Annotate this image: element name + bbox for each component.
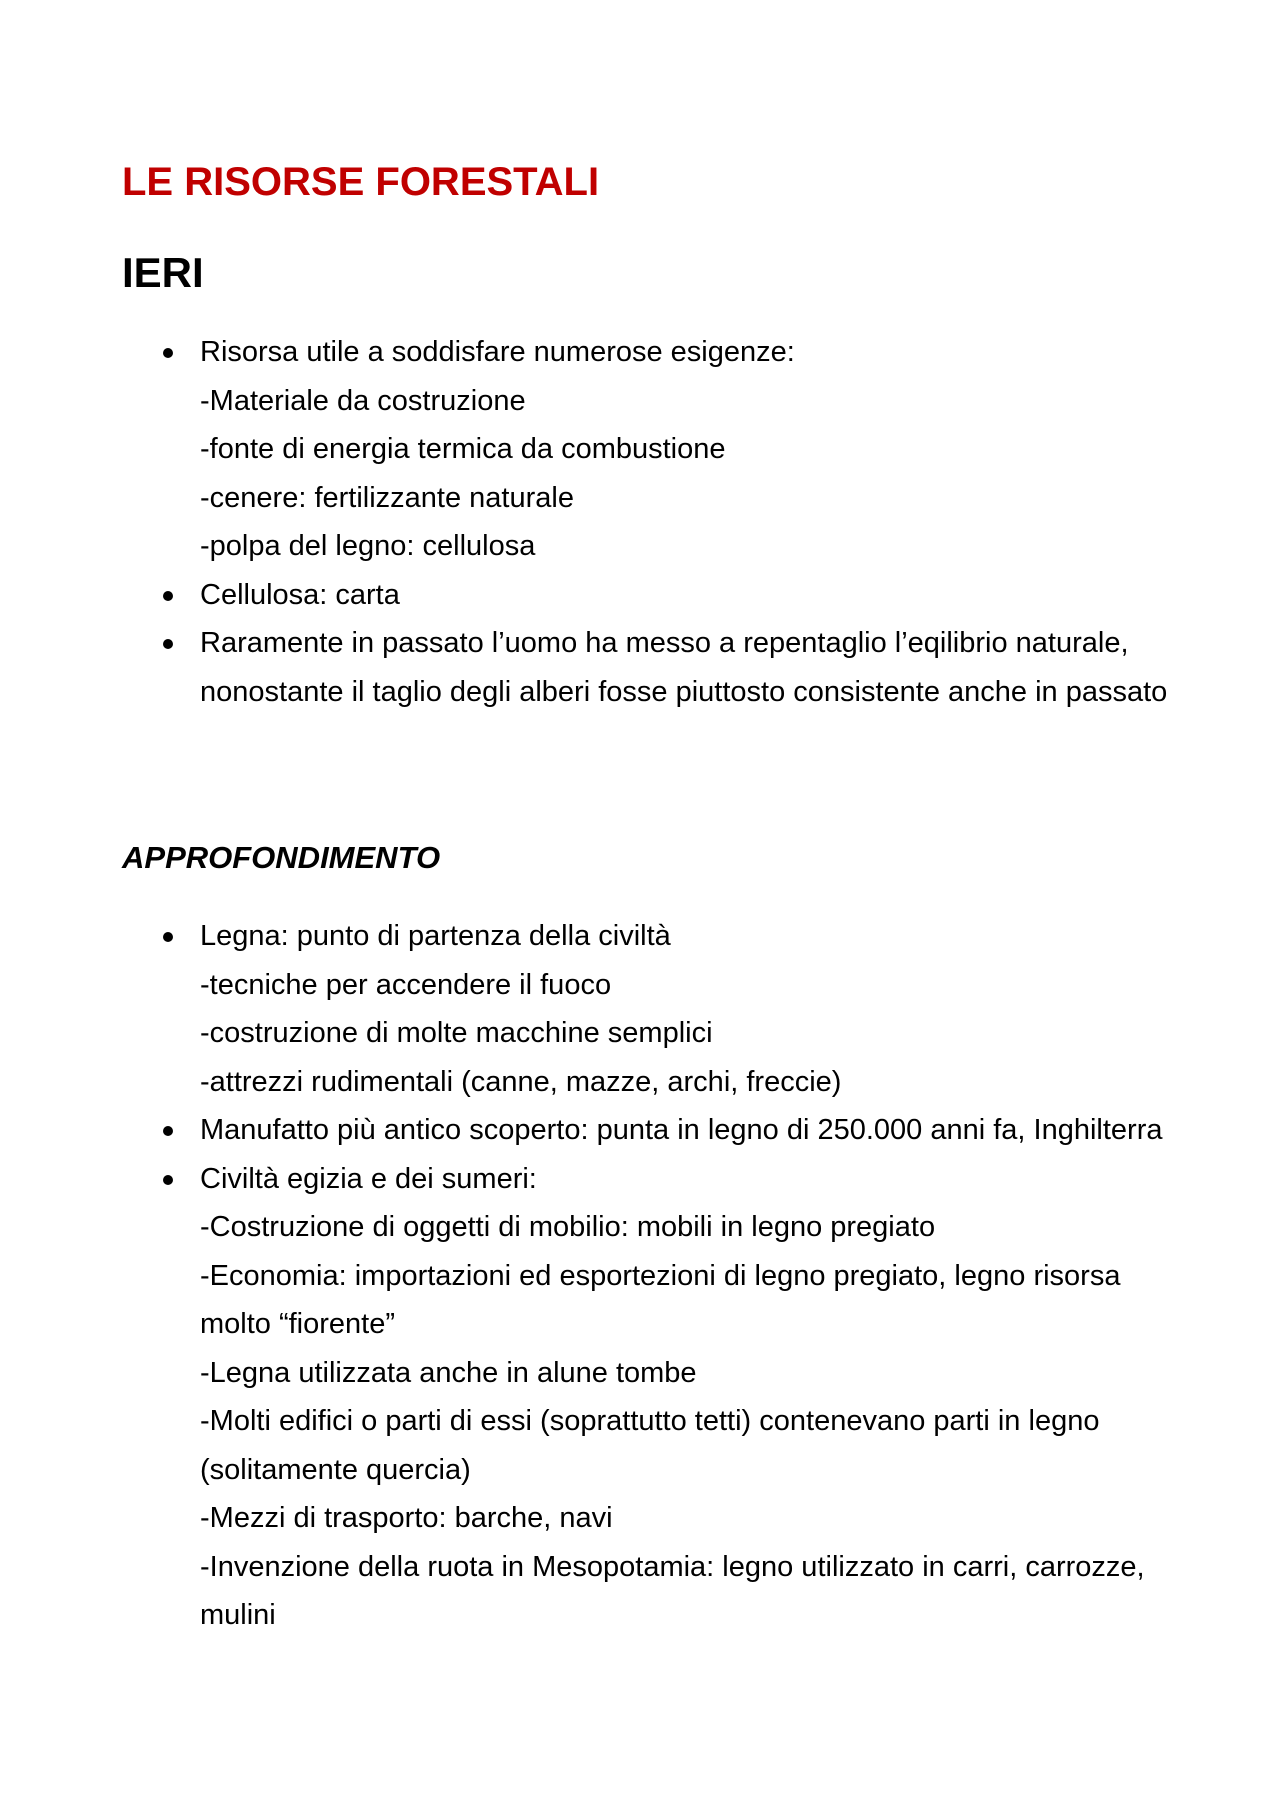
list-item-text: Manufatto più antico scoperto: punta in legno di 250.000 anni fa, Inghilterra [200,1114,1163,1146]
list-item-subline: -Materiale da costruzione [200,384,526,417]
list-item-text: Civiltà egizia e dei sumeri: [200,1162,537,1195]
bullet-icon [163,1175,173,1185]
page-title: LE RISORSE FORESTALI [122,160,600,204]
bullet-icon [163,1126,173,1136]
list-item-subline: -cenere: fertilizzante naturale [200,481,574,514]
list-item-subline: -tecniche per accendere il fuoco [200,968,612,1001]
section-heading-approfondimento: APPROFONDIMENTO [122,840,441,875]
list-item-subline: -Legna utilizzata anche in alune tombe [200,1356,697,1389]
list-item [0,619,1280,716]
list-item-text: Raramente in passato l’uomo ha messo a repentaglio l’eqilibrio naturale, nonostante il taglio degli alberi fosse piuttosto consistente anche in passato [200,627,1168,708]
list-item-text: Risorsa utile a soddisfare numerose esigenze: [200,336,795,368]
list-item-subline: -Molti edifici o parti di essi (soprattutto tetti) contenevano parti in legno (solitamente quercia) [200,1405,1100,1486]
bullet-icon [163,348,173,358]
bullet-list-ieri [0,328,1280,716]
list-item-subline: -attrezzi rudimentali (canne, mazze, archi, freccie) [200,1065,842,1098]
list-item-subline: -Costruzione di oggetti di mobilio: mobili in legno pregiato [200,1211,936,1243]
bullet-icon [163,591,173,601]
section-heading-ieri: IERI [122,249,204,296]
list-item-subline: -Economia: importazioni ed esportezioni di legno pregiato, legno risorsa molto “fiorente” [200,1259,1121,1340]
list-item-subline: -Invenzione della ruota in Mesopotamia: legno utilizzato in carri, carrozze, mulini [200,1550,1145,1631]
list-item [0,328,1280,571]
list-item [0,1155,1280,1640]
bullet-icon [163,639,173,649]
list-item-subline: -fonte di energia termica da combustione [200,433,726,465]
list-item-subline: -polpa del legno: cellulosa [200,530,536,562]
list-item-text: Legna: punto di partenza della civiltà [200,920,671,952]
list-item [0,571,1280,620]
list-item-subline: -Mezzi di trasporto: barche, navi [200,1502,613,1534]
list-item-text: Cellulosa: carta [200,578,400,611]
list-item [0,912,1280,1106]
list-item-subline: -costruzione di molte macchine semplici [200,1017,713,1049]
list-item [0,1106,1280,1155]
bullet-icon [163,932,173,942]
bullet-list-approfondimento [0,912,1280,1640]
